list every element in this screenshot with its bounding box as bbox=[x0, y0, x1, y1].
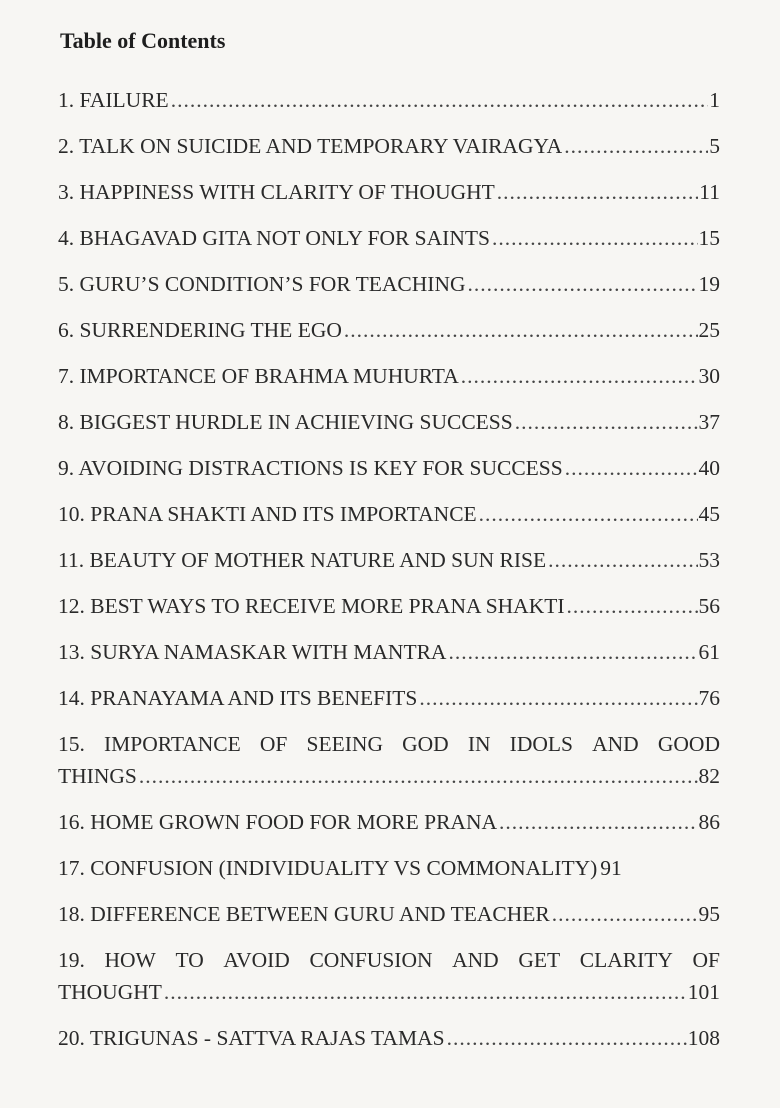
toc-entry-title: THOUGHT bbox=[58, 980, 162, 1004]
toc-entry-title: 3. HAPPINESS WITH CLARITY OF THOUGHT bbox=[58, 180, 495, 204]
dot-leader bbox=[479, 498, 698, 530]
title-word: 15. bbox=[58, 732, 85, 756]
toc-entry[interactable] bbox=[58, 130, 720, 176]
toc-entry-title: 1. FAILURE bbox=[58, 88, 169, 112]
title-word: GOD bbox=[402, 732, 449, 756]
toc-entry[interactable] bbox=[58, 728, 720, 806]
dot-leader bbox=[565, 452, 698, 484]
toc-entry-page: 101 bbox=[687, 980, 720, 1004]
title-word: CONFUSION bbox=[309, 948, 433, 972]
title-word: AVOID bbox=[223, 948, 290, 972]
title-word: IN bbox=[467, 732, 491, 756]
dot-leader bbox=[139, 760, 698, 792]
toc-entry-title: 11. BEAUTY OF MOTHER NATURE AND SUN RISE bbox=[58, 548, 547, 572]
toc-entry-title: 18. DIFFERENCE BETWEEN GURU AND TEACHER bbox=[58, 902, 550, 926]
title-word: GET bbox=[518, 948, 561, 972]
toc-entry-page: 53 bbox=[698, 548, 720, 572]
title-word: TO bbox=[175, 948, 204, 972]
toc-entry-title-line1 bbox=[58, 944, 720, 976]
dot-leader bbox=[552, 898, 698, 930]
toc-entry[interactable] bbox=[58, 944, 720, 1022]
toc-entry-title: 2. TALK ON SUICIDE AND TEMPORARY VAIRAGYA bbox=[58, 134, 563, 158]
toc-entry[interactable] bbox=[58, 682, 720, 728]
toc-entry[interactable] bbox=[58, 806, 720, 852]
dot-leader bbox=[548, 544, 697, 576]
toc-entry-title: 10. PRANA SHAKTI AND ITS IMPORTANCE bbox=[58, 502, 477, 526]
toc-entry[interactable] bbox=[58, 176, 720, 222]
dot-leader bbox=[564, 130, 708, 162]
dot-leader bbox=[492, 222, 698, 254]
toc-entry-title: 9. AVOIDING DISTRACTIONS IS KEY FOR SUCCESS bbox=[58, 456, 563, 480]
toc-entry-page: 30 bbox=[698, 364, 720, 388]
toc-entry-page: 19 bbox=[698, 272, 720, 296]
toc-entry-title: 7. IMPORTANCE OF BRAHMA MUHURTA bbox=[58, 364, 459, 388]
title-word: 19. bbox=[58, 948, 85, 972]
toc-entry[interactable] bbox=[58, 222, 720, 268]
dot-leader bbox=[461, 360, 698, 392]
toc-entry[interactable] bbox=[58, 636, 720, 682]
toc-entry[interactable] bbox=[58, 590, 720, 636]
title-word: GOOD bbox=[657, 732, 720, 756]
title-word: IDOLS bbox=[509, 732, 573, 756]
toc-entry-page: 86 bbox=[698, 810, 720, 834]
toc-entry[interactable] bbox=[58, 498, 720, 544]
toc-entry[interactable] bbox=[58, 852, 720, 898]
toc-list bbox=[58, 84, 720, 1068]
toc-entry-page: 76 bbox=[698, 686, 720, 710]
toc-entry-title: 20. TRIGUNAS - SATTVA RAJAS TAMAS bbox=[58, 1026, 445, 1050]
dot-leader bbox=[344, 314, 698, 346]
title-word: AND bbox=[592, 732, 639, 756]
dot-leader bbox=[468, 268, 698, 300]
toc-entry-page: 37 bbox=[698, 410, 720, 434]
toc-entry-page: 61 bbox=[698, 640, 720, 664]
dot-leader bbox=[164, 976, 687, 1008]
dot-leader bbox=[171, 84, 709, 116]
toc-entry-title: 16. HOME GROWN FOOD FOR MORE PRANA bbox=[58, 810, 497, 834]
toc-entry[interactable] bbox=[58, 268, 720, 314]
toc-entry-page: 5 bbox=[709, 134, 720, 158]
toc-entry-title-line2 bbox=[58, 976, 720, 1008]
title-word: OF bbox=[692, 948, 720, 972]
toc-entry-title: 14. PRANAYAMA AND ITS BENEFITS bbox=[58, 686, 418, 710]
toc-entry-title: 4. BHAGAVAD GITA NOT ONLY FOR SAINTS bbox=[58, 226, 490, 250]
title-word: OF bbox=[259, 732, 288, 756]
toc-entry-page: 25 bbox=[698, 318, 720, 342]
dot-leader bbox=[447, 1022, 687, 1054]
dot-leader bbox=[515, 406, 698, 438]
toc-entry-title: 13. SURYA NAMASKAR WITH MANTRA bbox=[58, 640, 447, 664]
toc-entry[interactable] bbox=[58, 360, 720, 406]
toc-entry-title-line2 bbox=[58, 760, 720, 792]
title-word: AND bbox=[452, 948, 499, 972]
toc-heading: Table of Contents bbox=[60, 28, 226, 53]
toc-entry[interactable] bbox=[58, 452, 720, 498]
toc-entry-page: 82 bbox=[698, 764, 720, 788]
title-word: HOW bbox=[104, 948, 156, 972]
title-word: CLARITY bbox=[579, 948, 673, 972]
toc-entry-page: 1 bbox=[709, 88, 720, 112]
toc-entry-title: 8. BIGGEST HURDLE IN ACHIEVING SUCCESS bbox=[58, 410, 513, 434]
toc-entry-page: 45 bbox=[698, 502, 720, 526]
dot-leader bbox=[497, 176, 699, 208]
toc-entry-title: 17. CONFUSION (INDIVIDUALITY VS COMMONALITY) bbox=[58, 856, 598, 880]
toc-entry[interactable] bbox=[58, 314, 720, 360]
toc-entry-page: 108 bbox=[687, 1026, 720, 1050]
toc-entry-title: THINGS bbox=[58, 764, 137, 788]
title-word: SEEING bbox=[306, 732, 383, 756]
title-word: IMPORTANCE bbox=[104, 732, 241, 756]
toc-entry-page: 91 bbox=[600, 856, 622, 880]
dot-leader bbox=[448, 636, 697, 668]
toc-entry[interactable] bbox=[58, 406, 720, 452]
toc-entry[interactable] bbox=[58, 1022, 720, 1068]
toc-entry-page: 95 bbox=[698, 902, 720, 926]
toc-entry[interactable] bbox=[58, 898, 720, 944]
toc-entry-title: 12. BEST WAYS TO RECEIVE MORE PRANA SHAKTI bbox=[58, 594, 565, 618]
toc-entry[interactable] bbox=[58, 544, 720, 590]
toc-entry[interactable] bbox=[58, 84, 720, 130]
dot-leader bbox=[419, 682, 697, 714]
dot-leader bbox=[567, 590, 698, 622]
toc-entry-title: 5. GURU’S CONDITION’S FOR TEACHING bbox=[58, 272, 466, 296]
toc-entry-page: 15 bbox=[698, 226, 720, 250]
toc-entry-title-line1 bbox=[58, 728, 720, 760]
toc-entry-page: 11 bbox=[699, 180, 720, 204]
toc-entry-page: 40 bbox=[698, 456, 720, 480]
dot-leader bbox=[499, 806, 698, 838]
toc-entry-title: 6. SURRENDERING THE EGO bbox=[58, 318, 342, 342]
toc-entry-page: 56 bbox=[698, 594, 720, 618]
